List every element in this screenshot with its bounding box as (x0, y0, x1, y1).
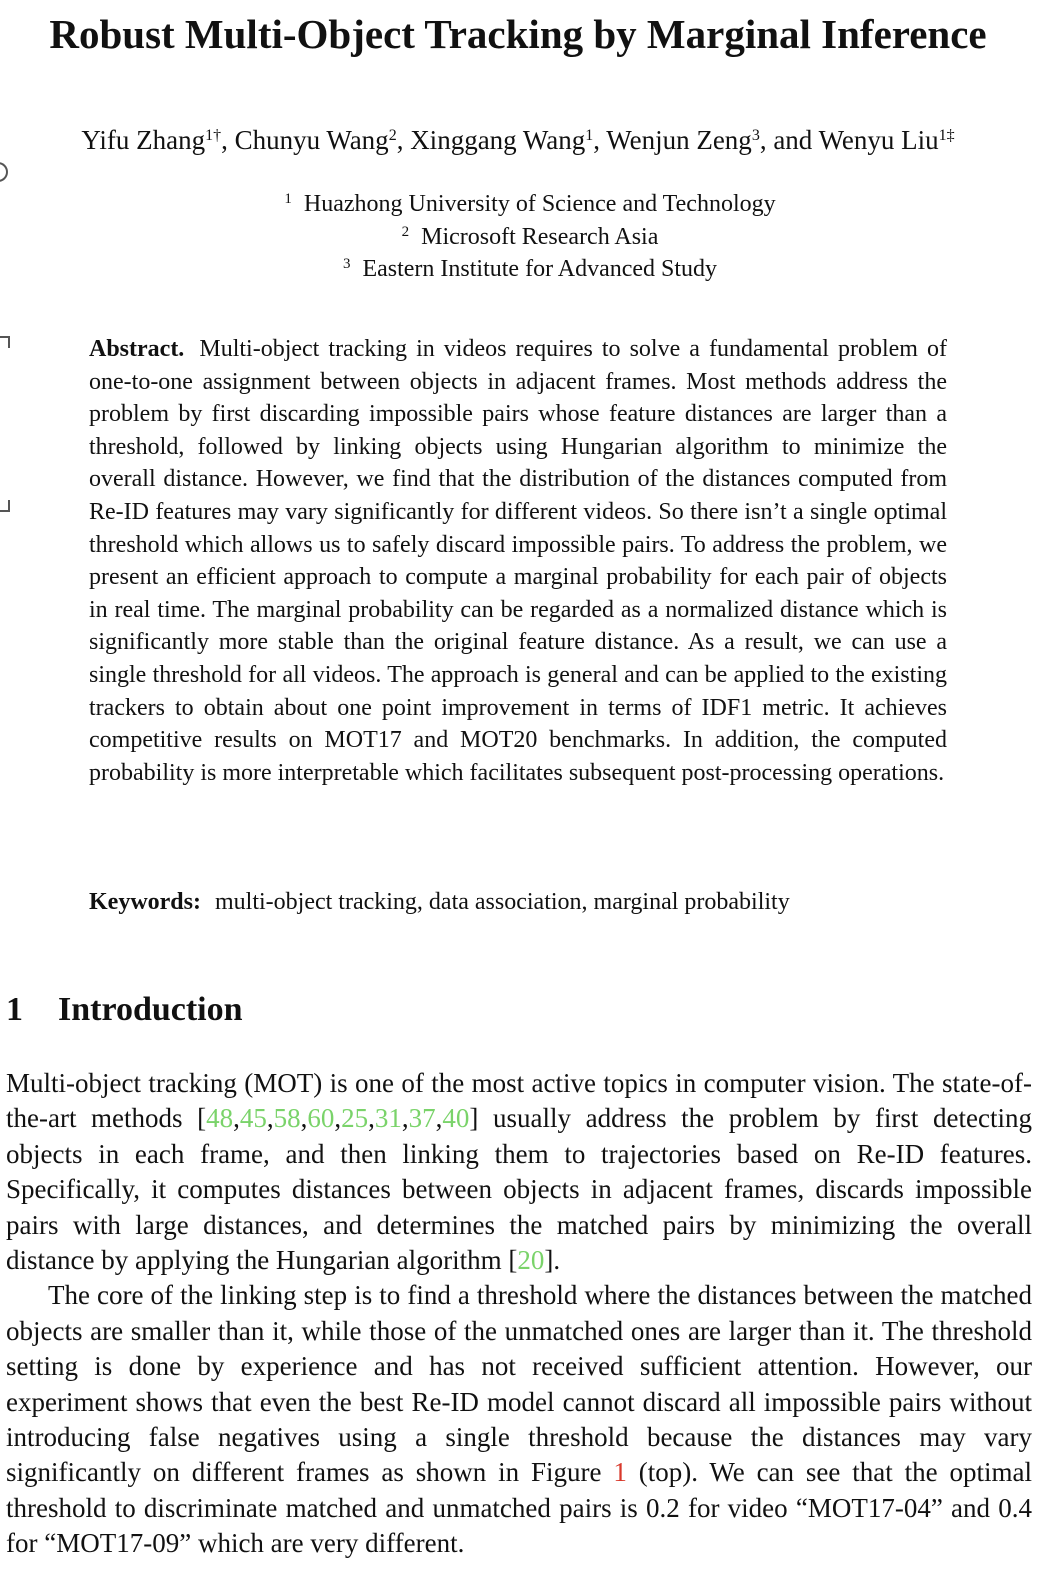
author: Wenyu Liu (818, 125, 939, 155)
paragraph: The core of the linking step is to find a threshold where the distances between the matched objects are smaller than it, while those of the unmatched ones are larger than it. The threshold setting is done by experience and has not received sufficient attention. However, our experiment shows that even the best Re-ID model cannot discard all impossible pairs without introducing false negatives using a single threshold because the distances may vary significantly on different frames as shown in Figure 1 (top). We can see that the optimal threshold to discriminate matched and unmatched pairs is 0.2 for video “MOT17-04” and 0.4 for “MOT17-09” which are very different. (6, 1280, 1032, 1559)
author-affil-mark: 2 (388, 127, 397, 144)
figure-reference-link[interactable]: 1 (613, 1457, 627, 1488)
affiliation: $^1$ Huazhong University of Science and Technology (284, 191, 776, 217)
section-heading (6, 988, 243, 1032)
affiliation: $^3$ Eastern Institute for Advanced Study (342, 256, 718, 282)
author-list: Yifu Zhang$^{1\dagger}$, Chunyu Wang$^2$, Xinggang Wang$^1$, Wenjun Zeng$^3$, and Wenyu Liu$^{1\ddagger}$ (81, 125, 955, 155)
keywords-text: multi-object tracking, data association, marginal probability (214, 889, 790, 915)
citation-link[interactable]: 37 (408, 1103, 436, 1134)
keywords-label: Keywords: (89, 889, 201, 915)
citation-link[interactable]: 60 (307, 1103, 335, 1134)
citation-link[interactable]: 25 (341, 1103, 369, 1134)
abstract (89, 333, 947, 789)
citation-link[interactable]: 48 (206, 1103, 234, 1134)
section-title: Introduction (58, 991, 243, 1028)
citation-link[interactable]: 40 (442, 1103, 470, 1134)
citation-link[interactable]: 58 (273, 1103, 301, 1134)
author: Wenjun Zeng (606, 125, 752, 155)
affiliation: $^2$ Microsoft Research Asia (401, 223, 659, 250)
citation-link[interactable]: 45 (239, 1103, 267, 1134)
author-affil-mark: 1 (585, 127, 594, 144)
author-affil-mark: 1† (205, 127, 222, 144)
citation-link[interactable]: 20 (517, 1245, 545, 1276)
affiliation-list (0, 188, 1050, 286)
author: Yifu Zhang (81, 125, 206, 155)
introduction-body (6, 1066, 1032, 1562)
author: Chunyu Wang (234, 125, 389, 155)
section-number: 1 (6, 991, 23, 1028)
paper-title: Robust Multi-Object Tracking by Marginal Inference (49, 11, 987, 57)
abstract-label: Abstract. (89, 336, 185, 362)
citation-link[interactable]: 31 (374, 1103, 402, 1134)
margin-mark-top (0, 162, 8, 182)
author-affil-mark: 3 (751, 127, 760, 144)
keywords (89, 886, 949, 918)
margin-mark-bracket-bottom (0, 500, 10, 512)
paragraph: Multi-object tracking (MOT) is one of the most active topics in computer vision. The state-of-the-art methods [48,45,58,60,25,31,37,40] usually address the problem by first detecting objects in each frame, and then linking them to trajectories based on Re-ID features. Specifically, it computes distances between objects in adjacent frames, discards impossible pairs with large distances, and determines the matched pairs by minimizing the overall distance by applying the Hungarian algorithm [20]. (6, 1068, 1032, 1276)
author: Xinggang Wang (410, 125, 586, 155)
abstract-text: Multi-object tracking in videos requires to solve a fundamental problem of one-to-one assignment between objects in adjacent frames. Most methods address the problem by first discarding impossible pairs whose feature distances are larger than a threshold, followed by linking objects using Hungarian algorithm to minimize the overall distance. However, we find that the distribution of the distances computed from Re-ID features may vary significantly for different videos. So there isn’t a single optimal threshold which allows us to safely discard impossible pairs. To address the problem, we present an efficient approach to compute a marginal probability for each pair of objects in real time. The marginal probability can be regarded as a normalized distance which is significantly more stable than the original feature distance. As a result, we can use a single threshold for all videos. The approach is general and can be applied to the existing trackers to obtain about one point improvement in terms of IDF1 metric. It achieves competitive results on MOT17 and MOT20 benchmarks. In addition, the computed probability is more interpretable which facilitates subsequent post-processing operations. (89, 336, 948, 786)
author-affil-mark: 1‡ (938, 127, 955, 144)
margin-mark-bracket-top (0, 336, 10, 348)
